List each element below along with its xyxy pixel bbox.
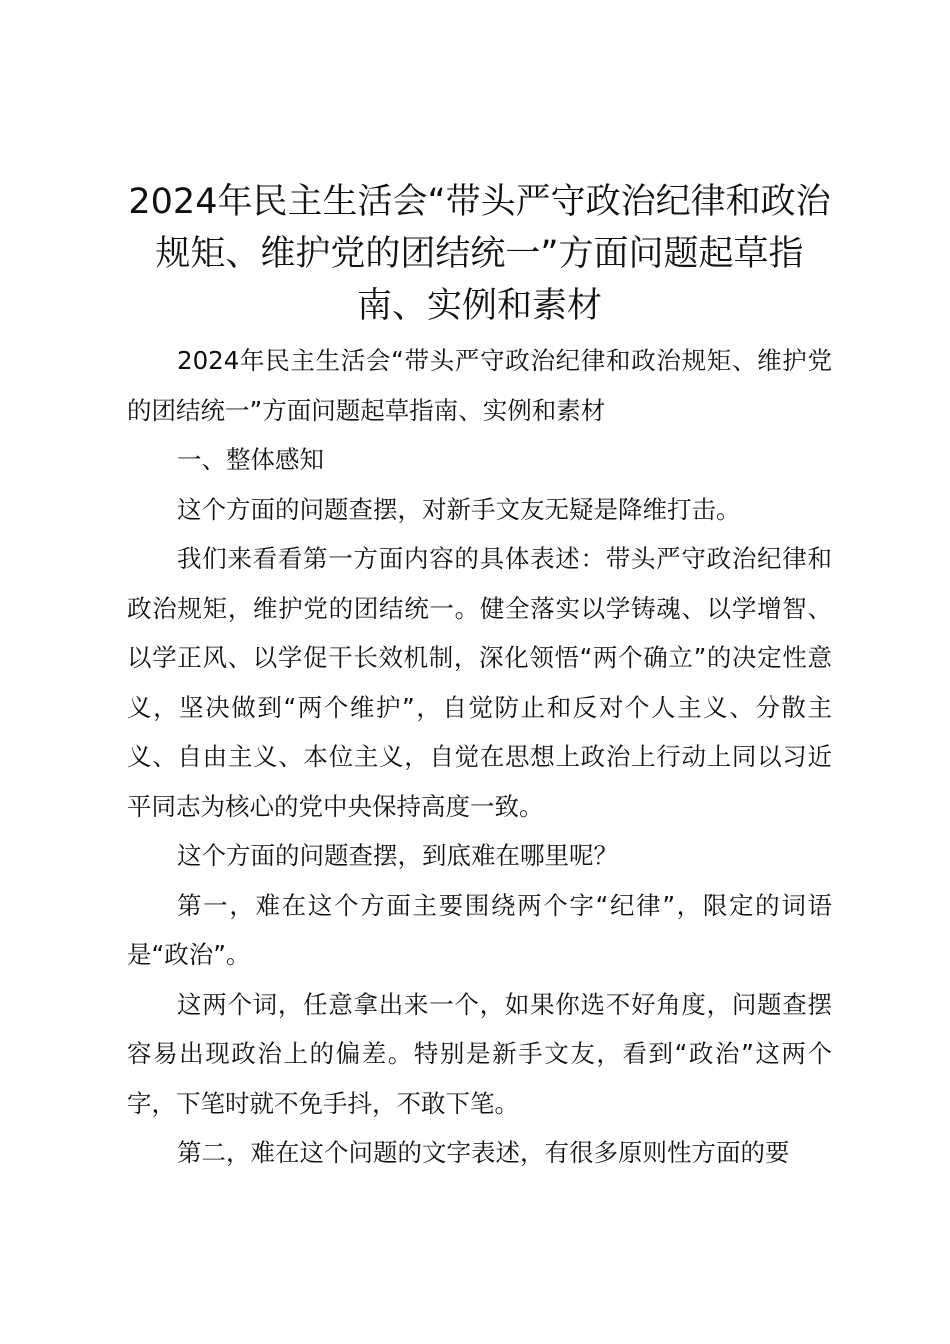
section-heading: 一、整体感知: [177, 445, 324, 474]
paragraph: 这两个词，任意拿出来一个，如果你选不好角度，问题查摆容易出现政治上的偏差。特别是新手文友，看到“政治”这两个字，下笔时就不免手抖，不敢下笔。: [127, 989, 832, 1118]
document-title: 2024年民主生活会“带头严守政治纪律和政治规矩、维护党的团结统一”方面问题起草指南、实例和素材: [128, 182, 831, 326]
paragraph: 第一，难在这个方面主要围绕两个字“纪律”，限定的词语是“政治”。: [127, 890, 832, 969]
document-body: [127, 176, 832, 1178]
paragraph: 这个方面的问题查摆，对新手文友无疑是降维打击。: [177, 494, 741, 524]
paragraph: 这个方面的问题查摆，到底难在哪里呢？: [177, 841, 618, 870]
paragraph: 第二，难在这个问题的文字表述，有很多原则性方面的要: [177, 1138, 790, 1167]
paragraph: 我们来看看第一方面内容的具体表述：带头严守政治纪律和政治规矩，维护党的团结统一。健全落实以学铸魂、以学增智、以学正风、以学促干长效机制，深化领悟“两个确立”的决定性意义，坚决做到“两个维护”，自觉防止和反对个人主义、分散主义、自由主义、本位主义，自觉在思想上政治上行动上同以习近平同志为核心的党中央保持高度一致。: [127, 544, 832, 821]
paragraph-intro: 2024年民主生活会“带头严守政治纪律和政治规矩、维护党的团结统一”方面问题起草指南、实例和素材: [127, 346, 832, 425]
